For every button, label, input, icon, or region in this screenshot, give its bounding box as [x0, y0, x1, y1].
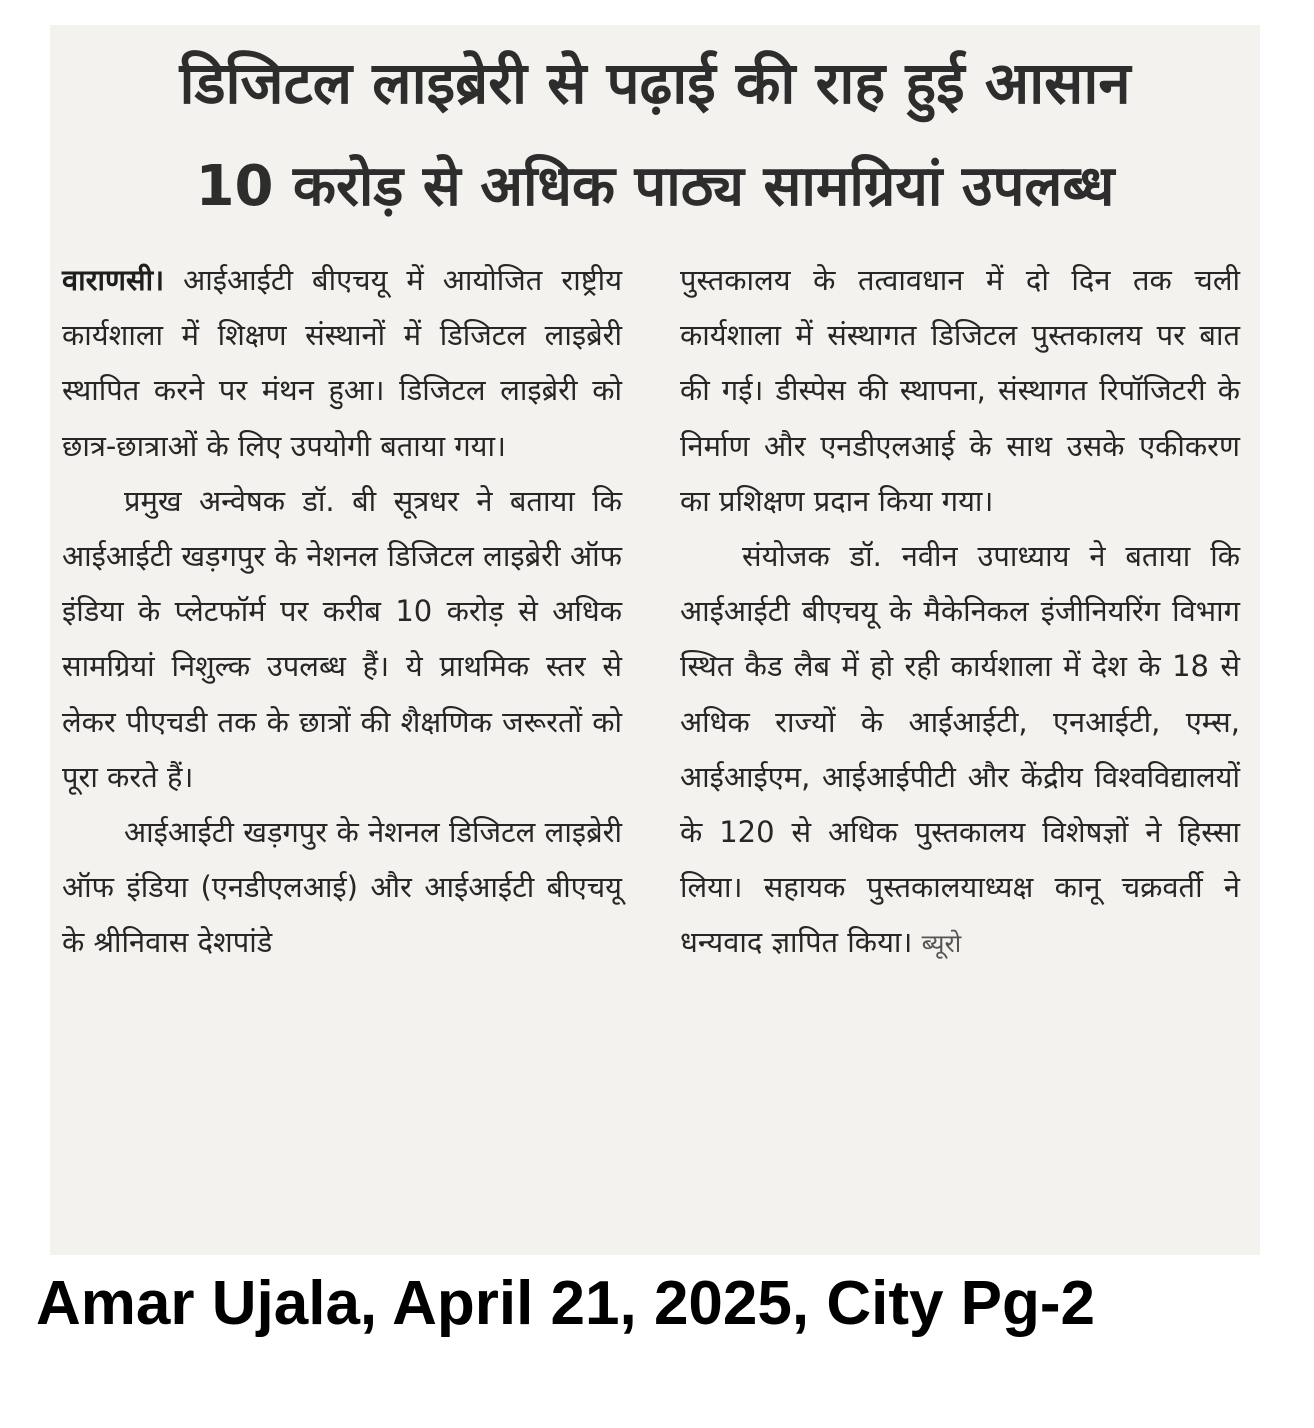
article-paragraph: [680, 529, 1240, 972]
article-paragraph: आईआईटी खड़गपुर के नेशनल डिजिटल लाइब्रेरी ऑफ इंडिया (एनडीएलआई) और आईआईटी बीएचयू के श्रीनिवास देशपांडे: [62, 815, 622, 960]
source-caption: Amar Ujala, April 21, 2025, City Pg-2: [36, 1269, 1096, 1338]
article-paragraph: पुस्तकालय के तत्वावधान में दो दिन तक चली कार्यशाला में संस्थागत डिजिटल पुस्तकालय पर बात की गई। डीस्पेस की स्थापना, संस्थागत रिपॉजिटरी के निर्माण और एनडीएलआई के साथ उसके एकीकरण का प्रशिक्षण प्रदान किया गया।: [680, 263, 1240, 518]
article-column-right: [680, 253, 1240, 972]
paragraph-text: संयोजक डॉ. नवीन उपाध्याय ने बताया कि आईआईटी बीएचयू के मैकेनिकल इंजीनियरिंग विभाग स्थित कैड लैब में हो रही कार्यशाला में देश के 18 से अधिक राज्यों के आईआईटी, एनआईटी, एम्स, आईआईएम, आईआईपीटी और केंद्रीय विश्वविद्यालयों के 120 से अधिक पुस्तकालय विशेषज्ञों ने हिस्सा लिया। सहायक पुस्तकालयाध्यक्ष कानू चक्रवर्ती ने धन्यवाद ज्ञापित किया।: [680, 539, 1240, 960]
byline-credit: ब्यूरो: [921, 929, 962, 959]
dateline: वाराणसी।: [62, 263, 165, 297]
article-paragraph: प्रमुख अन्वेषक डॉ. बी सूत्रधर ने बताया कि आईआईटी खड़गपुर के नेशनल डिजिटल लाइब्रेरी ऑफ इंडिया के प्लेटफॉर्म पर करीब 10 करोड़ से अधिक सामग्रियां निशुल्क उपलब्ध हैं। ये प्राथमिक स्तर से लेकर पीएचडी तक के छात्रों की शैक्षणिक जरूरतों को पूरा करते हैं।: [62, 483, 622, 794]
article-column-left: [62, 253, 622, 971]
headline-line-2: 10 करोड़ से अधिक पाठ्य सामग्रियां उपलब्ध: [195, 154, 1115, 219]
newspaper-clipping: [50, 25, 1260, 1255]
headline-line-1: डिजिटल लाइब्रेरी से पढ़ाई की राह हुई आसान: [179, 49, 1131, 117]
paragraph-text: आईआईटी बीएचयू में आयोजित राष्ट्रीय कार्यशाला में शिक्षण संस्थानों में डिजिटल लाइब्रेरी स्थापित करने पर मंथन हुआ। डिजिटल लाइब्रेरी को छात्र-छात्राओं के लिए उपयोगी बताया गया।: [62, 263, 623, 463]
article-paragraph: [62, 253, 622, 474]
